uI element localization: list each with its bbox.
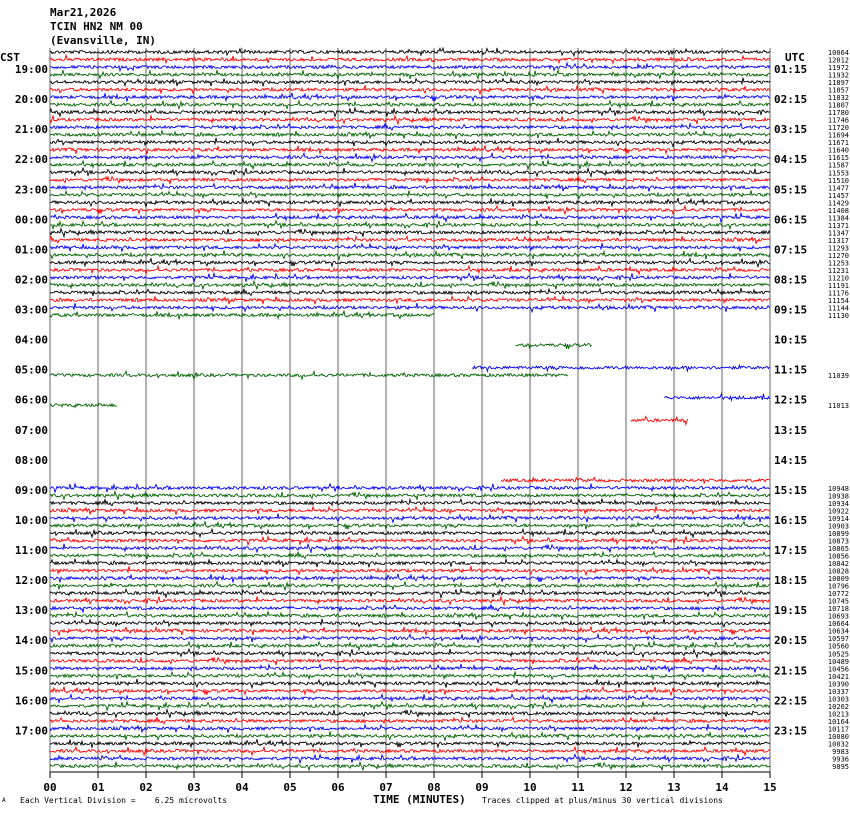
trace-blue bbox=[50, 183, 770, 192]
trace-value-label: 10745 bbox=[827, 597, 849, 606]
trace-value-label: 10303 bbox=[827, 695, 849, 704]
trace-green bbox=[50, 221, 770, 230]
trace-red bbox=[50, 296, 770, 304]
trace-value-label: 10865 bbox=[827, 545, 849, 554]
trace-value-label: 11510 bbox=[827, 176, 849, 185]
trace-value-label: 10525 bbox=[827, 650, 849, 659]
trace-red bbox=[50, 145, 770, 154]
x-tick-label: 08 bbox=[427, 781, 441, 794]
utc-hour-label: 23:15 bbox=[774, 724, 808, 738]
trace-black bbox=[50, 559, 770, 568]
trace-red bbox=[50, 657, 770, 665]
cst-hour-label: 08:00 bbox=[14, 453, 48, 467]
trace-value-label: 10080 bbox=[827, 732, 849, 741]
trace-value-label: 10856 bbox=[827, 552, 849, 561]
trace-value-label: 11553 bbox=[827, 169, 849, 178]
x-tick-label: 06 bbox=[331, 781, 345, 794]
trace-blue bbox=[50, 93, 770, 102]
utc-hour-label: 09:15 bbox=[774, 303, 808, 317]
trace-value-label: 11694 bbox=[827, 131, 849, 140]
cst-hour-label: 11:00 bbox=[14, 544, 48, 558]
x-tick-label: 15 bbox=[763, 781, 777, 794]
utc-hour-label: 13:15 bbox=[774, 423, 808, 437]
trace-value-label: 10718 bbox=[827, 605, 849, 614]
utc-hour-label: 11:15 bbox=[774, 363, 808, 377]
trace-value-label: 11746 bbox=[827, 116, 849, 125]
trace-value-label: 10164 bbox=[827, 717, 849, 726]
trace-value-label: 10634 bbox=[827, 627, 849, 636]
trace-red bbox=[50, 596, 770, 605]
trace-value-label: 10903 bbox=[827, 522, 849, 531]
trace-value-label: 10489 bbox=[827, 657, 849, 666]
trace-green bbox=[50, 190, 770, 198]
trace-blue bbox=[50, 123, 770, 130]
trace-black bbox=[50, 589, 770, 598]
trace-blue bbox=[50, 303, 770, 312]
x-tick-label: 11 bbox=[571, 781, 585, 794]
trace-black bbox=[50, 649, 770, 658]
trace-value-label: 11013 bbox=[827, 402, 849, 411]
trace-value-label: 11270 bbox=[827, 251, 849, 260]
cst-hour-label: 17:00 bbox=[14, 724, 48, 738]
trace-blue bbox=[50, 574, 770, 583]
utc-hour-label: 22:15 bbox=[774, 694, 808, 708]
cst-hour-label: 04:00 bbox=[14, 333, 48, 347]
x-tick-label: 01 bbox=[91, 781, 105, 794]
cst-hour-label: 12:00 bbox=[14, 574, 48, 588]
trace-green bbox=[50, 161, 770, 170]
trace-green bbox=[50, 552, 770, 559]
trace-black bbox=[50, 48, 770, 56]
trace-green bbox=[50, 672, 770, 680]
trace-red bbox=[50, 115, 770, 124]
trace-value-label: 11293 bbox=[827, 244, 849, 253]
trace-value-label: 10934 bbox=[827, 499, 849, 508]
cst-hour-label: 20:00 bbox=[14, 93, 48, 107]
trace-black bbox=[50, 288, 770, 296]
x-tick-label: 10 bbox=[523, 781, 537, 794]
trace-value-label: 11144 bbox=[827, 304, 849, 313]
trace-value-label: 11347 bbox=[827, 229, 849, 238]
trace-black bbox=[50, 229, 770, 237]
utc-hour-label: 02:15 bbox=[774, 93, 808, 107]
utc-hour-label: 03:15 bbox=[774, 123, 808, 137]
utc-hour-label: 16:15 bbox=[774, 513, 808, 527]
x-tick-label: 04 bbox=[235, 781, 249, 794]
trace-red bbox=[50, 236, 770, 244]
trace-blue bbox=[50, 514, 770, 523]
utc-hour-label: 15:15 bbox=[774, 483, 808, 497]
cst-hour-label: 07:00 bbox=[14, 423, 48, 437]
x-tick-label: 09 bbox=[475, 781, 489, 794]
trace-value-label: 10421 bbox=[827, 672, 849, 681]
trace-red bbox=[50, 506, 770, 515]
trace-value-label: 12012 bbox=[827, 56, 849, 65]
scale-note: Each Vertical Division = 6.25 microvolts bbox=[20, 796, 228, 805]
trace-value-label: 11371 bbox=[827, 221, 849, 230]
trace-value-label: 10809 bbox=[827, 575, 849, 584]
utc-hour-label: 06:15 bbox=[774, 213, 808, 227]
trace-red bbox=[50, 85, 770, 94]
trace-red bbox=[50, 266, 770, 274]
cst-hour-label: 15:00 bbox=[14, 664, 48, 678]
trace-value-label: 11176 bbox=[827, 289, 849, 298]
trace-red bbox=[50, 566, 770, 575]
utc-hour-label: 21:15 bbox=[774, 664, 808, 678]
trace-blue bbox=[50, 604, 770, 612]
trace-red bbox=[50, 747, 770, 755]
utc-hour-label: 07:15 bbox=[774, 243, 808, 257]
trace-blue bbox=[50, 63, 770, 71]
trace-value-label: 10948 bbox=[827, 484, 849, 493]
utc-hour-label: 12:15 bbox=[774, 393, 808, 407]
trace-value-label: 11780 bbox=[827, 109, 849, 118]
trace-value-label: 11932 bbox=[827, 71, 849, 80]
trace-red bbox=[501, 477, 769, 483]
clip-note: Traces clipped at plus/minus 30 vertical divisions bbox=[482, 796, 723, 805]
utc-axis-title: UTC bbox=[785, 51, 805, 64]
utc-hour-label: 14:15 bbox=[774, 453, 808, 467]
trace-green bbox=[50, 642, 770, 651]
trace-green bbox=[50, 611, 770, 620]
cst-hour-label: 01:00 bbox=[14, 243, 48, 257]
utc-hour-label: 08:15 bbox=[774, 273, 808, 287]
cst-hour-label: 23:00 bbox=[14, 183, 48, 197]
trace-value-label: 11720 bbox=[827, 124, 849, 133]
trace-value-label: 10032 bbox=[827, 740, 849, 749]
trace-black bbox=[50, 619, 770, 627]
trace-blue bbox=[50, 484, 770, 493]
cst-hour-label: 16:00 bbox=[14, 694, 48, 708]
trace-value-label: 11832 bbox=[827, 94, 849, 103]
x-tick-label: 03 bbox=[187, 781, 201, 794]
trace-value-label: 11154 bbox=[827, 297, 849, 306]
trace-value-label: 10899 bbox=[827, 530, 849, 539]
trace-value-label: 10337 bbox=[827, 687, 849, 696]
trace-black bbox=[50, 710, 770, 718]
trace-value-label: 10064 bbox=[827, 49, 849, 57]
utc-hour-label: 01:15 bbox=[774, 63, 808, 77]
trace-green bbox=[50, 732, 770, 741]
trace-black bbox=[50, 499, 770, 506]
trace-value-label: 10938 bbox=[827, 492, 849, 501]
utc-hour-label: 04:15 bbox=[774, 153, 808, 167]
corner-mark: A bbox=[2, 797, 6, 804]
trace-green bbox=[50, 281, 770, 289]
trace-value-label: 10262 bbox=[827, 702, 849, 711]
station-id: TCIN HN2 NM 00 bbox=[50, 20, 143, 33]
trace-green bbox=[50, 70, 770, 79]
trace-value-label: 10664 bbox=[827, 620, 849, 629]
trace-red bbox=[50, 176, 770, 184]
x-tick-label: 07 bbox=[379, 781, 393, 794]
trace-green bbox=[516, 344, 592, 349]
trace-black bbox=[50, 679, 770, 688]
trace-value-label: 11972 bbox=[827, 64, 849, 73]
trace-green bbox=[50, 130, 770, 139]
trace-blue bbox=[472, 365, 769, 372]
trace-value-label: 10914 bbox=[827, 514, 849, 523]
trace-value-label: 11130 bbox=[827, 312, 849, 321]
trace-red bbox=[50, 717, 770, 724]
trace-value-label: 11429 bbox=[827, 199, 849, 208]
trace-black bbox=[50, 138, 770, 147]
trace-value-label: 11408 bbox=[827, 206, 849, 215]
x-tick-label: 00 bbox=[43, 781, 57, 794]
trace-value-label: 10828 bbox=[827, 567, 849, 576]
trace-value-label: 10456 bbox=[827, 665, 849, 674]
utc-hour-label: 10:15 bbox=[774, 333, 808, 347]
trace-green bbox=[50, 702, 770, 711]
utc-hour-label: 17:15 bbox=[774, 544, 808, 558]
trace-value-label: 11317 bbox=[827, 236, 849, 245]
cst-hour-label: 06:00 bbox=[14, 393, 48, 407]
trace-blue bbox=[50, 694, 770, 702]
trace-value-label: 11615 bbox=[827, 154, 849, 163]
trace-blue bbox=[50, 273, 770, 282]
trace-value-label: 11640 bbox=[827, 146, 849, 155]
trace-green bbox=[50, 371, 568, 379]
cst-hour-label: 21:00 bbox=[14, 123, 48, 137]
trace-value-label: 11210 bbox=[827, 274, 849, 283]
station-location: (Evansville, IN) bbox=[50, 34, 156, 47]
trace-black bbox=[50, 108, 770, 117]
trace-value-label: 11857 bbox=[827, 86, 849, 95]
trace-blue bbox=[50, 634, 770, 642]
trace-green bbox=[50, 521, 770, 529]
cst-hour-label: 02:00 bbox=[14, 273, 48, 287]
trace-value-label: 11253 bbox=[827, 259, 849, 268]
trace-value-label: 9936 bbox=[832, 755, 849, 764]
x-tick-label: 14 bbox=[715, 781, 729, 794]
trace-black bbox=[50, 529, 770, 537]
cst-hour-label: 19:00 bbox=[14, 63, 48, 77]
cst-hour-label: 03:00 bbox=[14, 303, 48, 317]
trace-blue bbox=[50, 754, 770, 763]
utc-hour-label: 05:15 bbox=[774, 183, 808, 197]
cst-axis-title: CST bbox=[0, 51, 20, 64]
trace-value-label: 10842 bbox=[827, 560, 849, 569]
trace-green bbox=[50, 582, 770, 590]
trace-green bbox=[50, 101, 770, 109]
trace-value-label: 11384 bbox=[827, 214, 849, 223]
trace-value-label: 11807 bbox=[827, 101, 849, 110]
cst-hour-label: 00:00 bbox=[14, 213, 48, 227]
x-axis-label: TIME (MINUTES) bbox=[373, 793, 466, 806]
trace-red bbox=[50, 55, 770, 63]
trace-blue bbox=[50, 243, 770, 252]
trace-blue bbox=[50, 664, 770, 673]
trace-green bbox=[50, 762, 770, 771]
trace-value-label: 11897 bbox=[827, 79, 849, 88]
trace-value-label: 11671 bbox=[827, 139, 849, 148]
trace-value-label: 10772 bbox=[827, 590, 849, 599]
trace-value-label: 11039 bbox=[827, 372, 849, 381]
x-tick-label: 02 bbox=[139, 781, 153, 794]
trace-green bbox=[50, 251, 770, 260]
x-tick-label: 12 bbox=[619, 781, 633, 794]
x-tick-label: 05 bbox=[283, 781, 297, 794]
trace-green bbox=[50, 403, 117, 407]
trace-value-label: 10560 bbox=[827, 642, 849, 651]
trace-value-label: 9983 bbox=[832, 747, 849, 756]
trace-value-label: 11457 bbox=[827, 191, 849, 200]
trace-black bbox=[50, 198, 770, 207]
trace-value-label: 10213 bbox=[827, 710, 849, 719]
trace-value-label: 11231 bbox=[827, 266, 849, 275]
trace-black bbox=[50, 168, 770, 177]
trace-value-label: 10390 bbox=[827, 680, 849, 689]
trace-value-label: 11477 bbox=[827, 184, 849, 193]
trace-blue bbox=[50, 213, 770, 222]
cst-hour-label: 14:00 bbox=[14, 634, 48, 648]
trace-value-label: 11587 bbox=[827, 161, 849, 170]
trace-red bbox=[50, 687, 770, 695]
utc-hour-label: 20:15 bbox=[774, 634, 808, 648]
trace-value-label: 10922 bbox=[827, 507, 849, 516]
trace-value-label: 10117 bbox=[827, 725, 849, 734]
cst-hour-label: 05:00 bbox=[14, 363, 48, 377]
trace-value-label: 10693 bbox=[827, 612, 849, 621]
trace-value-label: 10796 bbox=[827, 582, 849, 591]
trace-value-label: 10873 bbox=[827, 537, 849, 546]
trace-value-label: 11191 bbox=[827, 281, 849, 290]
utc-hour-label: 18:15 bbox=[774, 574, 808, 588]
plot-date: Mar21,2026 bbox=[50, 6, 117, 19]
trace-red bbox=[50, 206, 770, 214]
x-tick-label: 13 bbox=[667, 781, 681, 794]
cst-hour-label: 13:00 bbox=[14, 604, 48, 618]
utc-hour-label: 19:15 bbox=[774, 604, 808, 618]
trace-red bbox=[631, 416, 688, 424]
trace-blue bbox=[50, 724, 770, 733]
trace-blue bbox=[664, 394, 769, 401]
trace-value-label: 9895 bbox=[832, 763, 849, 771]
cst-hour-label: 10:00 bbox=[14, 513, 48, 527]
trace-value-label: 10597 bbox=[827, 635, 849, 644]
cst-hour-label: 22:00 bbox=[14, 153, 48, 167]
trace-blue bbox=[50, 153, 770, 161]
trace-blue bbox=[50, 544, 770, 553]
cst-hour-label: 09:00 bbox=[14, 483, 48, 497]
trace-red bbox=[50, 536, 770, 545]
